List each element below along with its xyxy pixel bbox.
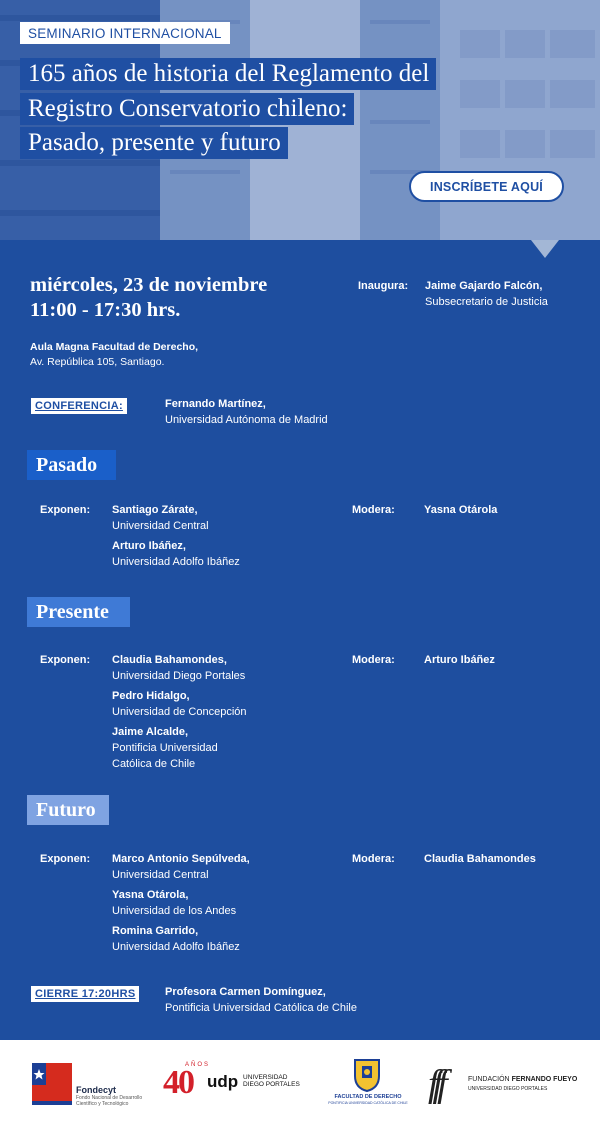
cierre-institution: Pontificia Universidad Católica de Chile [165,1002,357,1014]
section-presente-title: Presente [27,597,130,627]
sponsor-footer [0,1040,600,1123]
program-panel [0,240,600,1040]
section-futuro-title: Futuro [27,795,109,825]
title-line-3: Pasado, presente y futuro [20,127,288,159]
venue-address: Av. República 105, Santiago. [30,356,165,368]
moderator-name: Yasna Otárola [424,504,498,516]
speaker-name: Marco Antonio Sepúlveda, [112,853,250,865]
callout-notch [531,240,559,260]
speaker-name: Pedro Hidalgo, [112,690,190,702]
udp-40-anos-logo: AÑOS 40 udp UNIVERSIDAD DIEGO PORTALES [163,1062,300,1101]
moderator-name: Claudia Bahamondes [424,853,536,865]
speaker-name: Claudia Bahamondes, [112,654,227,666]
section-pasado-title: Pasado [27,450,116,480]
speaker-institution: Universidad Adolfo Ibáñez [112,556,240,568]
speaker-name: Arturo Ibáñez, [112,540,186,552]
speaker-name: Santiago Zárate, [112,504,198,516]
title-line-1: 165 años de historia del Reglamento del [20,58,436,90]
speaker-institution: Universidad Central [112,520,209,532]
gobierno-de-chile-logo [32,1063,72,1105]
seminar-tag: SEMINARIO INTERNACIONAL [20,22,230,44]
fondecyt-subtitle: Fondo Nacional de Desarrollo Científico y Tecnológico [76,1095,143,1107]
speaker-name: Jaime Alcalde, [112,726,189,738]
speaker-institution: Universidad de Concepción [112,706,247,718]
modera-label: Modera: [352,853,395,865]
header-banner [0,0,600,240]
exponen-label: Exponen: [40,504,91,516]
inaugura-label: Inaugura: [358,280,409,292]
cierre-label: CIERRE 17:20HRS [31,986,139,1002]
moderator-name: Arturo Ibáñez [424,654,495,666]
speaker-institution: Universidad Central [112,869,209,881]
inaugura-name: Jaime Gajardo Falcón, [425,280,543,292]
facultad-derecho-uc-logo: FACULTAD DE DERECHO PONTIFICIA UNIVERSIDAD CATÓLICA DE CHILE [318,1058,418,1113]
venue-name: Aula Magna Facultad de Derecho, [30,341,199,353]
event-time: 11:00 - 17:30 hrs. [30,299,181,321]
speaker-name: Yasna Otárola, [112,889,189,901]
speaker-institution-cont: Católica de Chile [112,758,196,770]
fff-monogram-icon: fff [428,1063,442,1105]
fondecyt-logo: Fondecyt [76,1085,117,1095]
speaker-institution: Pontificia Universidad [112,742,218,754]
exponen-label: Exponen: [40,853,91,865]
modera-label: Modera: [352,504,395,516]
fundacion-fernando-fueyo-logo: fff FUNDACIÓN FERNANDO FUEYO UNIVERSIDAD DIEGO PORTALES [428,1063,578,1105]
speaker-institution: Universidad Diego Portales [112,670,246,682]
conferencia-label: CONFERENCIA: [31,398,127,414]
title-line-2: Registro Conservatorio chileno: [20,93,354,125]
event-date: miércoles, 23 de noviembre [30,274,268,296]
speaker-institution: Universidad Adolfo Ibáñez [112,941,240,953]
conferencia-institution: Universidad Autónoma de Madrid [165,414,328,426]
exponen-label: Exponen: [40,654,91,666]
speaker-name: Romina Garrido, [112,925,199,937]
conferencia-speaker: Fernando Martínez, [165,398,266,410]
inaugura-role: Subsecretario de Justicia [425,296,548,308]
modera-label: Modera: [352,654,395,666]
uc-shield-icon [353,1058,381,1092]
register-button[interactable]: INSCRÍBETE AQUÍ [409,171,564,202]
speaker-institution: Universidad de los Andes [112,905,237,917]
cierre-speaker: Profesora Carmen Domínguez, [165,986,326,998]
